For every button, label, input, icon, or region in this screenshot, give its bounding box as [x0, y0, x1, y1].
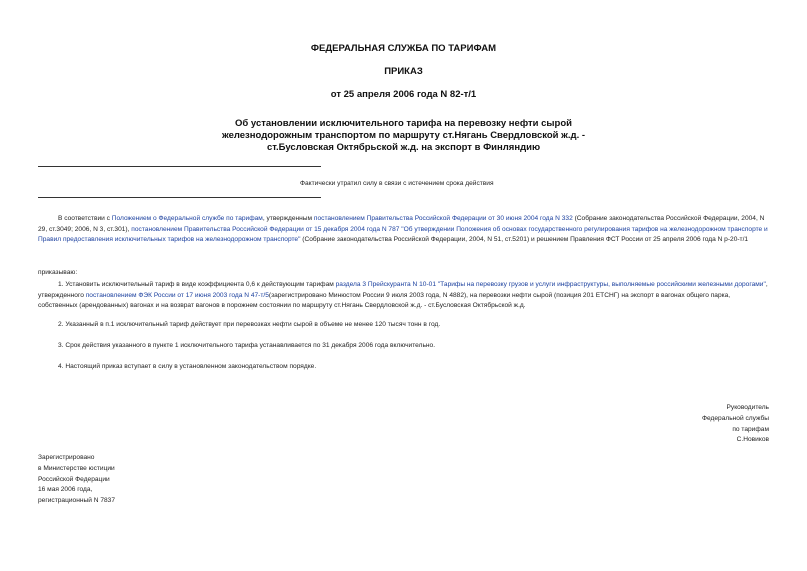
- signature-line-3: по тарифам: [732, 425, 769, 433]
- preamble-text-1: В соответствии с: [58, 215, 112, 222]
- document-title: [0, 118, 807, 154]
- registration-line-3: Российской Федерации: [38, 475, 110, 483]
- title-line-1: Об установлении исключительного тарифа на перевозку нефти сырой: [235, 118, 572, 129]
- preamble-text-3: (Собрание законодательства Российской Федерации, 2004, N 29, ст.3049; 2006, N 3, ст.301),: [38, 215, 765, 233]
- item-4-paragraph: 4. Настоящий приказ вступает в силу в установленном законодательством порядке.: [58, 363, 317, 370]
- signature-line-2: Федеральной службы: [701, 414, 769, 422]
- link-fek-decree-47[interactable]: постановлением ФЭК России от 17 июня 2003 года N 47-т/5: [85, 291, 269, 299]
- preamble-text-4: (Собрание законодательства Российской Федерации, 2004, N 51, ст.5201) и решением Правления ФСТ России от 25 апреля 2006 года N р-20-т/1: [300, 236, 749, 243]
- preamble-text-2: , утвержденным: [262, 215, 314, 222]
- registration-number: регистрационный N 7837: [38, 497, 116, 505]
- item-3-paragraph: 3. Срок действия указанного в пункте 1 исключительного тарифа устанавливается по 31 декабря 2006 года включительно.: [58, 342, 436, 349]
- document-type-heading: ПРИКАЗ: [384, 66, 423, 77]
- divider-bottom: [38, 197, 321, 198]
- link-price-list-10-01[interactable]: раздела 3 Прейскуранта N 10-01 "Тарифы на перевозку грузов и услуги инфраструктуры, выполняемые российскими железными дорогами": [335, 281, 766, 288]
- title-line-3: ст.Бусловская Октябрьской ж.д. на экспорт в Финляндию: [266, 142, 541, 153]
- link-fst-regulation[interactable]: Положением о Федеральной службе по тарифам: [111, 215, 263, 222]
- document-date-number: от 25 апреля 2006 года N 82-т/1: [330, 89, 477, 100]
- item-1-text-1: 1. Установить исключительный тариф в виде коэффициента 0,6 к действующим тарифам: [58, 281, 336, 288]
- registration-block: [38, 453, 115, 507]
- ordered-label: приказываю:: [38, 269, 78, 276]
- preamble-paragraph: [38, 214, 770, 246]
- status-note: Фактически утратил силу в связи с истечением срока действия: [300, 180, 494, 187]
- signature-name: С.Новиков: [736, 436, 769, 444]
- title-line-2: железнодорожным транспортом по маршруту ст.Нягань Свердловской ж.д. -: [221, 130, 586, 141]
- organization-heading: ФЕДЕРАЛЬНАЯ СЛУЖБА ПО ТАРИФАМ: [310, 43, 497, 54]
- item-2-paragraph: 2. Указанный в п.1 исключительный тариф действует при перевозках нефти сырой в объеме не менее 120 тысяч тонн в год.: [58, 321, 441, 328]
- registration-date: 16 мая 2006 года,: [38, 486, 93, 494]
- signature-block: [702, 403, 769, 446]
- item-1-paragraph: [38, 280, 770, 312]
- signature-line-1: Руководитель: [726, 404, 769, 411]
- registration-line-1: Зарегистрировано: [38, 454, 95, 461]
- link-government-decree-787[interactable]: постановлением Правительства Российской Федерации от 15 декабря 2004 года N 787 "Об утверждении Положения об основах государственного регулирования тарифов на железнодорожном транспорте и Правил предоставления исключительных тарифов на железнодорожном транспорте": [38, 225, 768, 243]
- divider-top: [38, 166, 321, 167]
- item-1-text-2: , утвержденного: [38, 281, 768, 299]
- link-government-decree-332[interactable]: постановлением Правительства Российской Федерации от 30 июня 2004 года N 332: [313, 215, 573, 222]
- registration-line-2: в Министерстве юстиции: [38, 464, 115, 472]
- item-1-text-3: (зарегистрировано Минюстом России 9 июля 2003 года, N 4882), на перевозки нефти сырой (позиция 201 ЕТСНГ) на экспорт в вагонах общего парка, собственных (арендованных) вагонах и на возврат вагонов в порожнем состоянии по маршруту ст.Нягань Свердловской ж.д. - ст.Бусловская Октябрьской ж.д.: [38, 291, 731, 309]
